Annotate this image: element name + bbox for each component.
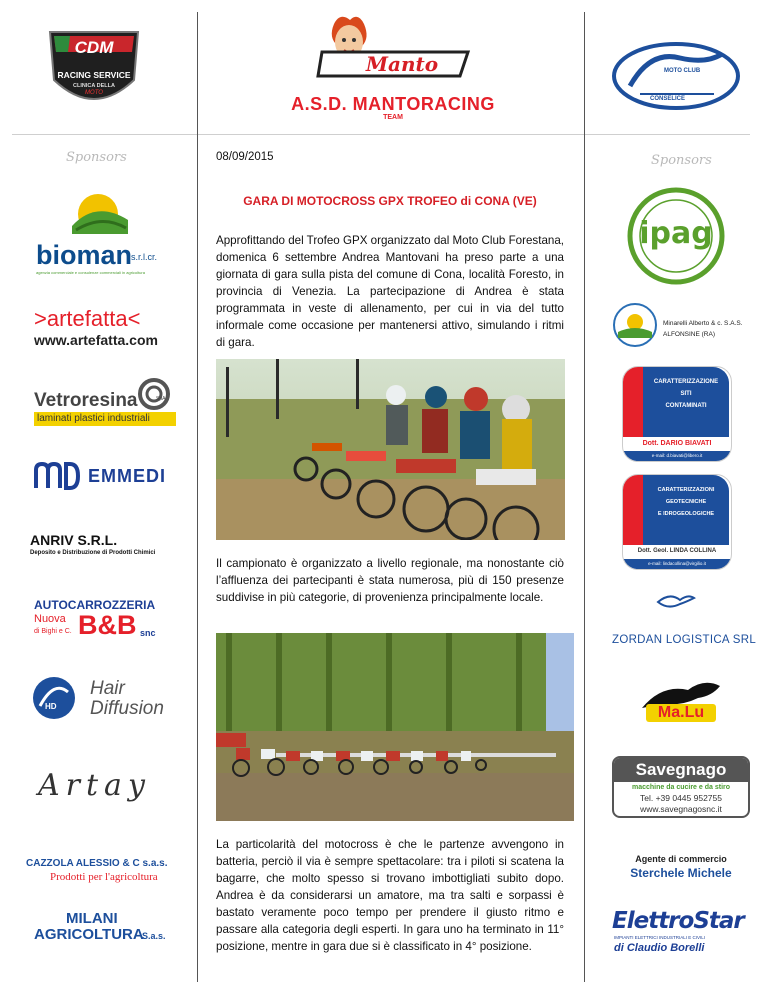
zordan-bird-icon bbox=[656, 590, 696, 612]
savegnago-tel: Tel. +39 0445 952755 bbox=[639, 793, 722, 803]
hair-line1: Hair bbox=[90, 678, 125, 699]
milani-line2: AGRICOLTURA bbox=[34, 926, 144, 943]
article-paragraph-2: Il campionato è organizzato a livello regionale, ma nonostante ciò l’affluenza dei partecipanti è stata numerosa, più di 150 presenze suddivise in più categorie, di provenienza principalmente locale. bbox=[216, 557, 564, 604]
emmedi-logo bbox=[34, 462, 174, 490]
collina-line2: GEOTECNICHE bbox=[665, 499, 707, 505]
bioman-name: bioman bbox=[36, 240, 133, 270]
cdm-moto: MOTO bbox=[85, 90, 103, 96]
bioman-logo bbox=[36, 190, 186, 275]
bioman-tagline: agenzia commerciale e consulenze commerciali in agricoltura bbox=[36, 270, 145, 275]
moto-club-conselice-logo bbox=[610, 36, 742, 112]
moto-club-text: MOTO CLUB bbox=[664, 68, 701, 74]
right-column-divider bbox=[584, 12, 585, 982]
collina-name: Dott. Geol. LINDA COLLINA bbox=[637, 548, 717, 554]
bioman-suffix: s.r.l.cr. bbox=[131, 252, 158, 262]
hair-hd: HD bbox=[45, 702, 57, 711]
biavati-line3: CONTAMINATI bbox=[665, 403, 707, 409]
anriv-name: ANRIV S.R.L. bbox=[30, 532, 118, 548]
hair-line2: Diffusion bbox=[90, 698, 164, 719]
cazzola-tagline: Prodotti per l'agricoltura bbox=[50, 871, 158, 883]
header-divider bbox=[12, 134, 750, 135]
vetroresina-logo bbox=[34, 376, 176, 426]
milani-sas: S.a.s. bbox=[142, 931, 166, 941]
sterchele-line2: Sterchele Michele bbox=[630, 866, 732, 880]
article-paragraph-1: Approfittando del Trofeo GPX organizzato dal Moto Club Forestana, domenica 6 settembre Andrea Mantovani ha preso parte a una giornata di gara sulla pista del comune di Cona, località Foresto, in provincia di Venezia. La partecipazione di Andrea è stata programmata in veste di allenamento, per cui in via del tutto informale come occasione per mantenersi attivo, simulando i ritmi di gara. bbox=[216, 234, 565, 349]
collina-line3: E IDROGEOLOGICHE bbox=[657, 511, 715, 517]
left-column-divider bbox=[197, 12, 198, 982]
biavati-line2: SITI bbox=[680, 391, 692, 397]
collina-email: e-mail: lindacollina@virgilio.it bbox=[623, 559, 731, 569]
sterchele-line1: Agente di commercio bbox=[635, 854, 727, 864]
elettrostar-name: ElettroStar bbox=[612, 908, 744, 934]
collina-card bbox=[622, 474, 732, 570]
autocarrozzeria-bb: B&B bbox=[78, 610, 137, 640]
cdm-racing-logo bbox=[44, 26, 144, 120]
savegnago-card bbox=[612, 756, 750, 818]
savegnago-name: Savegnago bbox=[614, 758, 748, 782]
malu-logo bbox=[632, 676, 732, 728]
club-team: TEAM bbox=[383, 114, 403, 121]
cdm-racing-service: RACING SERVICE bbox=[57, 70, 131, 80]
cdm-text: CDM bbox=[74, 38, 114, 57]
article-paragraph-3: La particolarità del motocross è che le partenze avvengono in batteria, perciò il via è sempre spettacolare: tra i piloti si scatena la bagarre, che molto spesso si trovano imbottigliati subito dopo. Andrea è da considerarsi un amatore, ma tra salti e sorpassi è bastato veramente poco tempo per prendere il giusto ritmo e passare alla categoria degli esperti. In gara uno ha terminato in 11° posizione, mentre in gara due si è classificato in 4° posizione. bbox=[216, 838, 564, 953]
article-date: 08/09/2015 bbox=[216, 151, 274, 163]
biavati-card bbox=[622, 366, 732, 462]
race-start-photo-1 bbox=[216, 359, 565, 540]
article-title: GARA DI MOTOCROSS GPX TROFEO di CONA (VE) bbox=[243, 194, 537, 208]
ipag-logo bbox=[626, 186, 726, 286]
vetroresina-spa: SpA bbox=[156, 396, 166, 402]
minarelli-logo bbox=[612, 302, 658, 348]
minarelli-line1: Minarelli Alberto & c. S.A.S. bbox=[663, 320, 743, 327]
biavati-email: e-mail: d.biavati@libero.it bbox=[623, 451, 731, 461]
hair-diffusion-logo bbox=[32, 676, 172, 722]
right-sponsors-heading: Sponsors bbox=[651, 153, 712, 168]
biavati-name: Dott. DARIO BIAVATI bbox=[642, 440, 712, 447]
artefatta-name: >artefatta< bbox=[34, 306, 141, 331]
left-sponsors-heading: Sponsors bbox=[66, 150, 127, 165]
cdm-clinica: CLINICA DELLA bbox=[73, 83, 115, 89]
conselice-text: CONSELICE bbox=[650, 96, 686, 102]
autocarrozzeria-bighi: di Bighi e C. bbox=[34, 628, 72, 635]
autocarrozzeria-nuova: Nuova bbox=[34, 613, 66, 625]
artefatta-url: www.artefatta.com bbox=[34, 332, 158, 348]
manto-face-logo bbox=[300, 12, 490, 84]
cazzola-name: CAZZOLA ALESSIO & C s.a.s. bbox=[26, 858, 168, 869]
elettrostar-tagline: IMPIANTI ELETTRICI INDUSTRIALI E CIVILI bbox=[614, 935, 706, 940]
minarelli-line2: ALFONSINE (RA) bbox=[663, 331, 716, 338]
autocarrozzeria-snc: snc bbox=[140, 628, 156, 638]
emmedi-name: EMMEDI bbox=[88, 466, 166, 486]
artay-signature: Artay bbox=[38, 768, 151, 803]
collina-line1: CARATTERIZZAZIONI bbox=[657, 487, 715, 493]
zordan-name: ZORDAN LOGISTICA SRL bbox=[612, 634, 757, 646]
club-name: A.S.D. MANTORACING bbox=[291, 94, 495, 114]
ipag-name: ipag bbox=[639, 216, 713, 251]
milani-line1: MILANI bbox=[66, 910, 118, 927]
elettrostar-owner: di Claudio Borelli bbox=[614, 942, 705, 954]
biavati-line1: CARATTERIZZAZIONE bbox=[653, 379, 719, 385]
race-start-photo-2 bbox=[216, 633, 574, 821]
autocarrozzeria-title: AUTOCARROZZERIA bbox=[34, 598, 156, 612]
manto-brand: Manto bbox=[365, 52, 439, 76]
savegnago-url: www.savegnagosnc.it bbox=[640, 804, 722, 814]
malu-name: Ma.Lu bbox=[646, 704, 716, 722]
anriv-tagline: Deposito e Distribuzione di Prodotti Chimici bbox=[30, 550, 156, 556]
vetroresina-name: Vetroresina bbox=[34, 390, 138, 411]
savegnago-tagline: macchine da cucire e da stiro bbox=[631, 784, 731, 791]
vetroresina-tagline: laminati plastici industriali bbox=[37, 413, 150, 424]
